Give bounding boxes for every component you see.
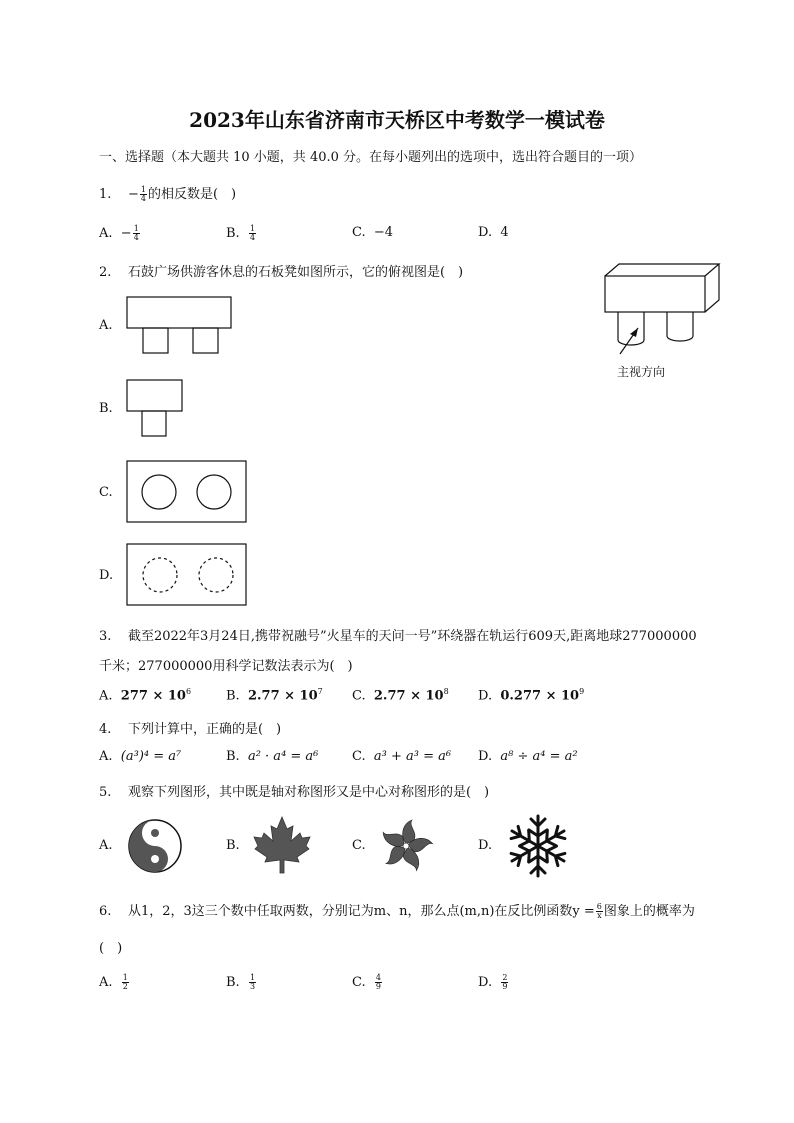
minus-sign: − <box>127 187 139 202</box>
option-value: −4 <box>373 225 394 240</box>
option-d[interactable] <box>478 225 509 240</box>
fraction-numerator: 1 <box>249 973 256 982</box>
option-label: A. <box>99 975 113 990</box>
option-label: D. <box>478 838 493 853</box>
fraction-denominator: 4 <box>249 233 256 242</box>
option-c[interactable] <box>352 225 393 240</box>
fraction-denominator: 3 <box>249 982 256 991</box>
option-exponent: 7 <box>317 687 323 696</box>
option-expression: (a³)⁴ = a⁷ <box>120 749 182 764</box>
minus-sign: − <box>120 226 132 241</box>
option-c[interactable] <box>352 838 366 853</box>
option-a[interactable] <box>99 974 130 991</box>
fraction <box>140 186 147 203</box>
option-label: B. <box>226 688 240 704</box>
option-label: D. <box>478 225 493 240</box>
option-label: B. <box>99 401 113 416</box>
question-text: 从1，2，3这三个数中任取两数，分别记为m、n，那么点(m,n)在反比例函数y = <box>127 904 595 919</box>
option-d[interactable] <box>478 974 509 991</box>
question-6 <box>99 900 695 920</box>
option-label: C. <box>352 225 366 240</box>
view-direction-label: 主视方向 <box>617 365 666 379</box>
option-b[interactable] <box>99 401 113 416</box>
fraction <box>133 225 140 242</box>
option-label: B. <box>226 749 240 764</box>
fraction-denominator: 9 <box>502 982 508 991</box>
option-label: C. <box>99 485 113 500</box>
option-base: 2.77 × 10 <box>247 688 318 704</box>
fraction-numerator: 2 <box>502 973 508 982</box>
question-text: 的相反数是( ) <box>147 187 237 202</box>
option-label: A. <box>99 688 113 704</box>
option-base: 277 × 10 <box>120 688 186 704</box>
option-label: D. <box>478 975 493 990</box>
option-b[interactable] <box>226 974 257 991</box>
question-number: 6. <box>99 904 112 919</box>
option-label: D. <box>99 568 114 583</box>
option-exponent: 8 <box>443 687 449 696</box>
option-label: A. <box>99 318 113 333</box>
fraction-numerator: 4 <box>375 973 381 982</box>
bauhinia-flower-icon <box>378 818 434 874</box>
option-d[interactable] <box>99 568 113 583</box>
option-b[interactable] <box>226 687 323 703</box>
fraction <box>122 974 129 991</box>
option-base: 2.77 × 10 <box>373 688 444 704</box>
fraction <box>596 903 603 920</box>
question-number: 3. <box>99 629 112 644</box>
question-number: 5. <box>99 785 112 800</box>
question-text: 截至2022年3月24日,携带祝融号”火星车的天问一号”环绕器在轨运行609天,距离地球277000000 <box>127 629 697 644</box>
option-label: B. <box>226 975 240 990</box>
fraction-numerator: 1 <box>122 973 128 982</box>
question-6-line2: ( ) <box>99 941 123 956</box>
yin-yang-icon <box>127 818 183 874</box>
question-text: 石鼓广场供游客休息的石板凳如图所示，它的俯视图是( ) <box>127 265 464 280</box>
fraction <box>249 225 256 242</box>
snowflake-icon <box>505 813 571 879</box>
option-label: D. <box>478 688 493 704</box>
option-label: A. <box>99 838 113 853</box>
option-label: C. <box>352 975 366 990</box>
option-a[interactable] <box>99 318 113 333</box>
fraction-denominator: 9 <box>375 982 381 991</box>
fraction-denominator: 2 <box>122 982 128 991</box>
question-text: 下列计算中，正确的是( ) <box>127 722 282 737</box>
fraction <box>375 974 382 991</box>
fraction-numerator: 1 <box>133 224 139 233</box>
question-number: 4. <box>99 722 112 737</box>
option-d-figure <box>126 543 248 607</box>
option-c-figure <box>126 460 248 524</box>
question-text-tail: 图象上的概率为 <box>603 904 695 919</box>
option-c[interactable] <box>352 974 383 991</box>
question-4 <box>99 718 281 737</box>
option-base: 0.277 × 10 <box>500 688 580 704</box>
option-expression: a² · a⁴ = a⁶ <box>247 749 319 764</box>
option-d[interactable] <box>478 749 578 764</box>
question-3-line2: 千米；277000000用科学记数法表示为( ) <box>99 659 353 674</box>
option-c[interactable] <box>352 749 451 764</box>
option-exponent: 6 <box>185 687 192 696</box>
option-label: A. <box>99 749 113 764</box>
question-number: 1. <box>99 187 112 202</box>
option-a[interactable] <box>99 838 113 853</box>
option-b[interactable] <box>226 838 240 853</box>
fraction-numerator: 6 <box>596 902 602 911</box>
page-title: 2023年山东省济南市天桥区中考数学一模试卷 <box>189 108 605 132</box>
option-a[interactable] <box>99 749 181 764</box>
question-2 <box>99 261 463 280</box>
option-label: C. <box>352 749 366 764</box>
fraction <box>501 974 508 991</box>
question-number: 2. <box>99 265 112 280</box>
option-a[interactable] <box>99 225 141 242</box>
option-c[interactable] <box>99 485 113 500</box>
option-c[interactable] <box>352 687 449 703</box>
fraction <box>249 974 256 991</box>
fraction-denominator: x <box>597 911 602 920</box>
option-label: C. <box>352 838 366 853</box>
option-a-figure <box>126 296 234 356</box>
option-b[interactable] <box>226 749 318 764</box>
option-b[interactable] <box>226 225 257 242</box>
section-heading: 一、选择题（本大题共 10 小题，共 40.0 分。在每小题列出的选项中，选出符合题目的一项） <box>99 150 643 165</box>
option-expression: a³ + a³ = a⁶ <box>373 749 452 764</box>
question-3 <box>99 625 697 644</box>
option-expression: a⁸ ÷ a⁴ = a² <box>500 749 578 764</box>
question-5 <box>99 781 489 800</box>
option-label: B. <box>226 226 240 241</box>
option-label: C. <box>352 688 366 704</box>
fraction-numerator: 1 <box>249 224 256 233</box>
question-text: 观察下列图形，其中既是轴对称图形又是中心对称图形的是( ) <box>127 785 490 800</box>
option-value: 4 <box>500 225 509 240</box>
option-label: B. <box>226 838 240 853</box>
fraction-denominator: 4 <box>140 194 146 203</box>
option-a[interactable] <box>99 687 191 703</box>
option-exponent: 9 <box>579 687 585 696</box>
question-1 <box>99 183 236 203</box>
option-d[interactable] <box>478 687 584 703</box>
option-label: A. <box>99 226 113 241</box>
option-d[interactable] <box>478 838 492 853</box>
fraction-numerator: 1 <box>140 185 146 194</box>
maple-leaf-icon <box>252 815 312 875</box>
option-label: D. <box>478 749 493 764</box>
fraction-denominator: 4 <box>133 233 139 242</box>
option-b-figure <box>126 379 186 439</box>
